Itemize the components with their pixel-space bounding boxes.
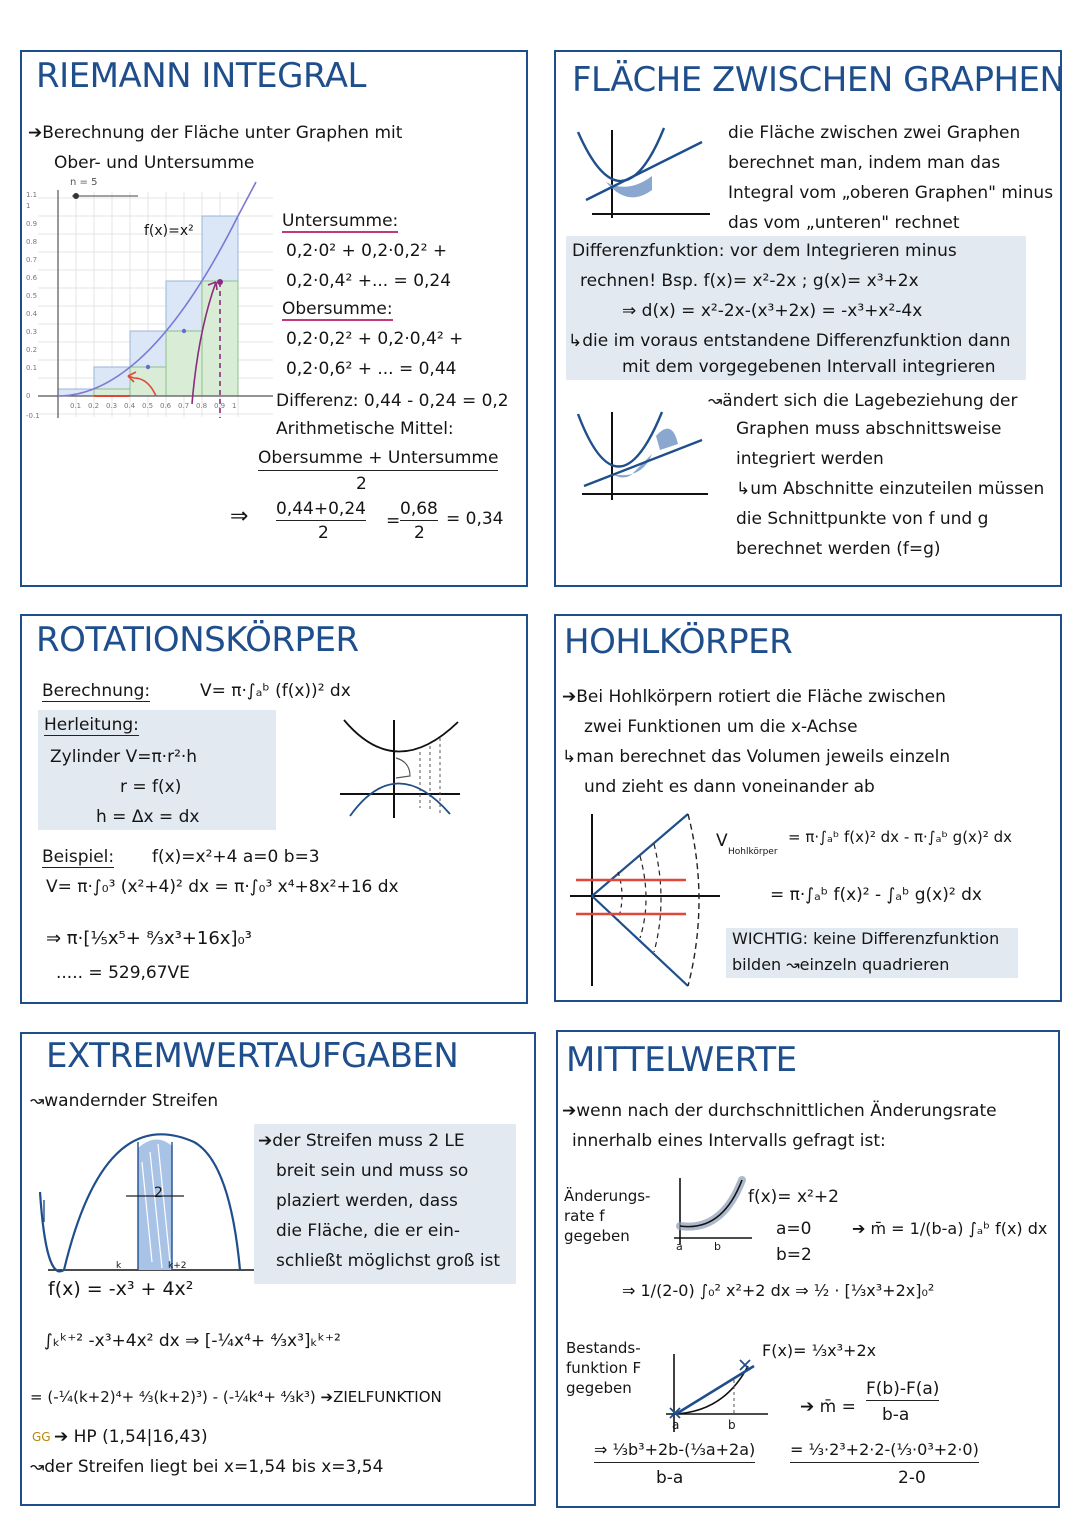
mittel-graph-2 xyxy=(664,1352,774,1442)
x-tick: 0.6 xyxy=(160,402,172,410)
extrem-graph-two: 2 xyxy=(154,1185,163,1201)
hohl-text-4: und zieht es dann voneinander ab xyxy=(584,777,875,797)
hohl-warning-1: WICHTIG: keine Differenzfunktion xyxy=(732,929,1000,948)
y-tick: 0.2 xyxy=(26,346,38,354)
flaeche-lage-4: ↳um Abschnitte einzuteilen müssen xyxy=(736,479,1045,499)
mittel-calc-3-den: 2-0 xyxy=(898,1468,926,1488)
flaeche-graph-1 xyxy=(572,122,712,222)
y-tick: 0 xyxy=(26,392,31,400)
mittel-calc-2-num: ⇒ ⅓b³+2b-(⅓a+2a) xyxy=(594,1438,755,1463)
mittel-fraction-den: 2 xyxy=(356,474,367,494)
mittel-bestand-3: gegeben xyxy=(566,1379,632,1397)
flaeche-diff-5: mit dem vorgegebenen Intervall integrieren xyxy=(622,357,996,377)
hohl-text-3: ↳man berechnet das Volumen jeweils einzeln xyxy=(562,747,951,767)
extrem-streifen-4: die Fläche, die er ein- xyxy=(276,1221,461,1241)
rotation-beispiel-4: ..... = 529,67VE xyxy=(56,963,190,983)
mittel-fraction-num: Obersumme + Untersumme xyxy=(258,446,498,471)
y-tick: 0.7 xyxy=(26,256,38,264)
y-tick: 0.9 xyxy=(26,220,38,228)
y-tick: 0.3 xyxy=(26,328,38,336)
mittel-label: Arithmetische Mittel: xyxy=(276,419,454,439)
mittel-a-label-1: a xyxy=(676,1240,683,1253)
rotation-formula: V= π·∫ₐᵇ (f(x))² dx xyxy=(200,681,351,701)
riemann-intro-1: ➔Berechnung der Fläche unter Graphen mit xyxy=(28,123,403,143)
obersumme-label-text: Obersumme: xyxy=(282,299,393,319)
untersumme-line-1: 0,2·0² + 0,2·0,2² + xyxy=(286,241,448,261)
flaeche-lage-1: ↝ändert sich die Lagebeziehung der xyxy=(708,391,1018,411)
rotation-berechnung-label xyxy=(42,676,150,706)
obersumme-line-1: 0,2·0,2² + 0,2·0,4² + xyxy=(286,329,464,349)
extrem-streifen-5: schließt möglichst groß ist xyxy=(276,1251,501,1271)
rotation-herleitung-text: Herleitung: xyxy=(44,715,139,735)
mittel-formula-2-den: b-a xyxy=(882,1405,910,1425)
mittel-bestand-2: funktion F xyxy=(566,1359,642,1377)
y-tick: 0.5 xyxy=(26,292,38,300)
hohl-warning-2: bilden ↝einzeln quadrieren xyxy=(732,955,950,974)
mittel-equals: = xyxy=(386,511,401,531)
flaeche-diff-1: Differenzfunktion: vor dem Integrieren minus xyxy=(572,241,957,261)
flaeche-lage-5: die Schnittpunkte von f und g xyxy=(736,509,989,529)
mittel-calc-3-num: = ⅓·2³+2·2-(⅓·0³+2·0) xyxy=(790,1438,979,1463)
obersumme-label xyxy=(282,294,393,324)
y-tick: -0.1 xyxy=(26,412,40,420)
untersumme-label-text: Untersumme: xyxy=(282,211,399,231)
extrem-graph-k: k xyxy=(116,1261,122,1271)
flaeche-text-2: berechnet man, indem man das xyxy=(728,153,1001,173)
flaeche-text-1: die Fläche zwischen zwei Graphen xyxy=(728,123,1021,143)
y-tick: 1.1 xyxy=(26,191,38,199)
extrem-streifen-2: breit sein und muss so xyxy=(276,1161,469,1181)
extrem-hochpunkt: ➔ HP (1,54|16,43) xyxy=(54,1427,208,1447)
mittel-b-label-1: b xyxy=(714,1240,721,1253)
flaeche-lage-6: berechnet werden (f=g) xyxy=(736,539,941,559)
x-tick: 1 xyxy=(232,402,237,410)
x-tick: 0.7 xyxy=(178,402,190,410)
extrem-streifen-3: plaziert werden, dass xyxy=(276,1191,458,1211)
extrem-integral-1: ∫ₖᵏ⁺² -x³+4x² dx ⇒ [-¼x⁴+ ⁴⁄₃x³]ₖᵏ⁺² xyxy=(44,1331,341,1351)
hohl-formula-2: = π·∫ₐᵇ f(x)² - ∫ₐᵇ g(x)² dx xyxy=(770,885,982,905)
mittel-stammfunktion: F(x)= ⅓x³+2x xyxy=(762,1341,877,1360)
extrem-title: EXTREMWERTAUFGABEN xyxy=(46,1036,459,1076)
y-tick: 0.8 xyxy=(26,238,38,246)
extrem-subtitle: ↝wandernder Streifen xyxy=(30,1091,219,1111)
flaeche-text-3: Integral vom „oberen Graphen" minus xyxy=(728,183,1054,203)
flaeche-diff-2: rechnen! Bsp. f(x)= x²-2x ; g(x)= x³+2x xyxy=(580,271,919,291)
x-tick: 0.4 xyxy=(124,402,136,410)
mittel-formula-2-num: F(b)-F(a) xyxy=(866,1379,940,1399)
mittel-calc-1: ⇒ 1/(2-0) ∫₀² x²+2 dx ⇒ ½ · [⅓x³+2x]₀² xyxy=(622,1281,935,1300)
rotation-herleitung-label xyxy=(44,710,139,740)
extrem-graph-k2: k+2 xyxy=(168,1261,187,1271)
x-tick: 0.3 xyxy=(106,402,118,410)
y-tick: 0.1 xyxy=(26,364,38,372)
untersumme-line-2: 0,2·0,4² +... = 0,24 xyxy=(286,271,452,291)
differenz-line: Differenz: 0,44 - 0,24 = 0,2 xyxy=(276,391,509,411)
x-tick: 0.9 xyxy=(214,402,226,410)
flaeche-diff-3: ⇒ d(x) = x²-2x-(x³+2x) = -x³+x²-4x xyxy=(622,301,923,321)
extrem-streifen-1: ➔der Streifen muss 2 LE xyxy=(258,1131,465,1151)
flaeche-lage-2: Graphen muss abschnittsweise xyxy=(736,419,1002,439)
hohl-title: HOHLKÖRPER xyxy=(564,622,793,662)
mittel-aenderung-3: gegeben xyxy=(564,1227,630,1245)
mittel-result: = 0,34 xyxy=(446,509,504,529)
mittel-formula-2-pre: ➔ m̄ = xyxy=(800,1397,856,1417)
rotation-berechnung-text: Berechnung: xyxy=(42,681,151,701)
mittel-calc-num: 0,44+0,24 xyxy=(276,499,366,519)
rotation-graph xyxy=(340,712,480,822)
extrem-graph xyxy=(34,1122,274,1282)
mittel-implies: ⇒ xyxy=(230,504,249,529)
mittel-calc-den: 2 xyxy=(318,523,329,543)
hohl-volume-sub: Hohlkörper xyxy=(728,847,778,857)
mittel-calc-den-2: 2 xyxy=(414,523,425,543)
x-tick: 0.2 xyxy=(88,402,100,410)
flaeche-title: FLÄCHE ZWISCHEN GRAPHEN xyxy=(572,60,1065,100)
hohl-text-2: zwei Funktionen um die x-Achse xyxy=(584,717,858,737)
extrem-integral-2: = (-¼(k+2)⁴+ ⁴⁄₃(k+2)³) - (-¼k⁴+ ⁴⁄₃k³) ➔ZIELFUNKTION xyxy=(30,1388,442,1406)
mittel-b2: b=2 xyxy=(776,1245,812,1265)
obersumme-line-2: 0,2·0,6² + ... = 0,44 xyxy=(286,359,457,379)
hohl-graph xyxy=(570,810,730,990)
mittel-formula-1: ➔ m̄ = 1/(b-a) ∫ₐᵇ f(x) dx xyxy=(852,1219,1048,1238)
mittel-a-label-2: a xyxy=(672,1418,680,1432)
untersumme-label xyxy=(282,206,398,236)
x-tick: 0.1 xyxy=(70,402,82,410)
rotation-title: ROTATIONSKÖRPER xyxy=(36,620,359,660)
mittel-aenderung-1: Änderungs- xyxy=(564,1187,651,1205)
mittel-calc-num-2: 0,68 xyxy=(400,499,438,519)
extrem-conclusion: ↝der Streifen liegt bei x=1,54 bis x=3,54 xyxy=(30,1457,384,1477)
mittel-bestand-1: Bestands- xyxy=(566,1339,641,1357)
extrem-function: f(x) = -x³ + 4x² xyxy=(48,1278,194,1300)
rotation-beispiel-text: Beispiel: xyxy=(42,847,115,867)
hohl-formula-1: = π·∫ₐᵇ f(x)² dx - π·∫ₐᵇ g(x)² dx xyxy=(788,828,1012,846)
riemann-title: RIEMANN INTEGRAL xyxy=(36,56,366,96)
mittel-function: f(x)= x²+2 xyxy=(748,1187,839,1207)
rotation-herleitung-3: h = Δx = dx xyxy=(96,807,200,827)
y-tick: 0.4 xyxy=(26,310,38,318)
mittel-text-2: innerhalb eines Intervalls gefragt ist: xyxy=(572,1131,886,1151)
flaeche-lage-3: integriert werden xyxy=(736,449,884,469)
riemann-intro-2: Ober- und Untersumme xyxy=(54,153,255,173)
flaeche-graph-2 xyxy=(572,410,712,510)
extrem-gg: GG xyxy=(32,1430,51,1444)
riemann-graph-function: f(x)=x² xyxy=(144,223,194,239)
mittel-text-1: ➔wenn nach der durchschnittlichen Änderungsrate xyxy=(562,1101,997,1121)
hohl-volume-label: V xyxy=(716,831,728,851)
x-tick: 0.8 xyxy=(196,402,208,410)
y-tick: 1 xyxy=(26,202,31,210)
riemann-x-ticks xyxy=(70,401,270,411)
flaeche-text-4: das vom „unteren" rechnet xyxy=(728,213,960,233)
flaeche-diff-4: ↳die im voraus entstandene Differenzfunktion dann xyxy=(568,331,1011,351)
rotation-beispiel-3: ⇒ π·[⅕x⁵+ ⁸⁄₃x³+16x]₀³ xyxy=(46,928,252,949)
rotation-herleitung-2: r = f(x) xyxy=(120,777,182,797)
y-tick: 0.6 xyxy=(26,274,38,282)
hohl-text-1: ➔Bei Hohlkörpern rotiert die Fläche zwischen xyxy=(562,687,946,707)
mittel-calc-2-den: b-a xyxy=(656,1468,684,1488)
x-tick: 0.5 xyxy=(142,402,154,410)
rotation-beispiel-label xyxy=(42,842,114,872)
rotation-beispiel-2: V= π·∫₀³ (x²+4)² dx = π·∫₀³ x⁴+8x²+16 dx xyxy=(46,877,399,897)
rotation-herleitung-1: Zylinder V=π·r²·h xyxy=(50,747,198,767)
rotation-beispiel-1: f(x)=x²+4 a=0 b=3 xyxy=(152,847,320,867)
riemann-graph-n: n = 5 xyxy=(70,177,98,188)
mittel-title: MITTELWERTE xyxy=(566,1040,797,1080)
mittel-a0: a=0 xyxy=(776,1219,812,1239)
mittel-aenderung-2: rate f xyxy=(564,1207,605,1225)
mittel-b-label-2: b xyxy=(728,1418,736,1432)
